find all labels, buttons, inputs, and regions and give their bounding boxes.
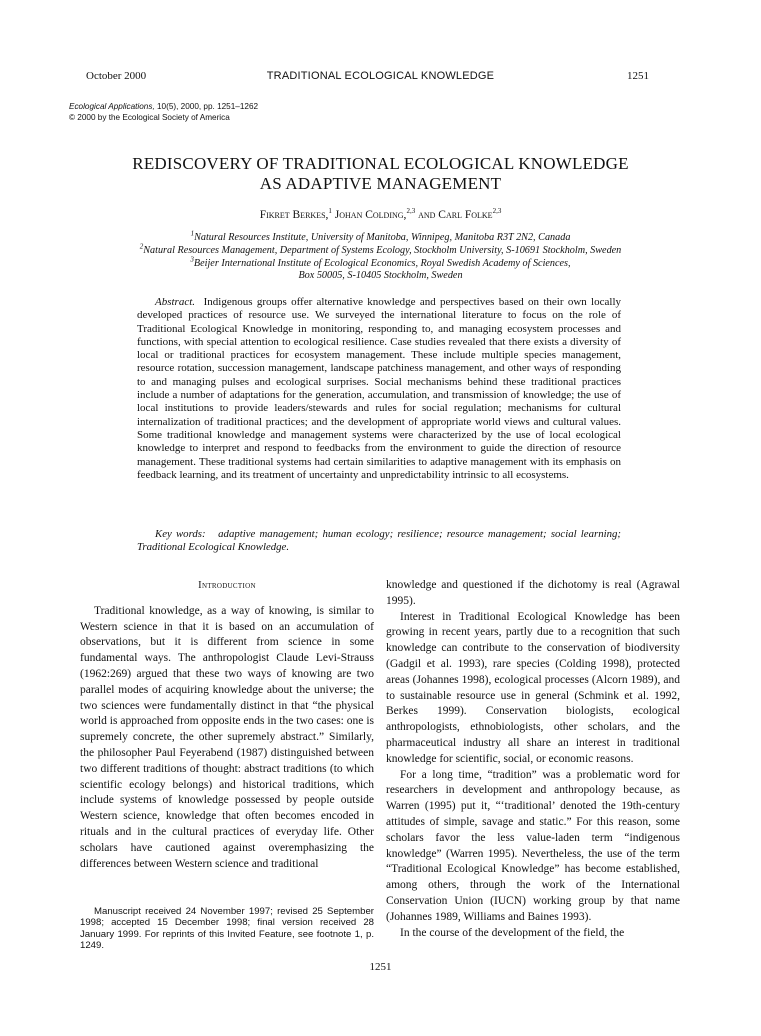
- manuscript-note: Manuscript received 24 November 1997; revised 25 September 1998; accepted 15 December 1998; final version received 28 January 1999. For reprints of this Invited Feature, see footnote 1, p. 1249.: [80, 906, 374, 951]
- affiliation-1-sup: 1: [190, 229, 195, 238]
- journal-citation: [69, 101, 258, 123]
- intro-paragraph-4: In the course of the development of the field, the: [400, 926, 625, 939]
- affiliation-2-sup: 2: [139, 242, 144, 251]
- affiliation-2: [0, 242, 761, 258]
- author-1-sup: 1: [328, 207, 332, 216]
- intro-continuation: knowledge and questioned if the dichotomy is real (Agrawal 1995).: [386, 579, 680, 607]
- right-column: [386, 578, 680, 941]
- article-title: [0, 154, 761, 194]
- affiliations: [0, 229, 761, 283]
- affiliation-1: [0, 229, 761, 245]
- abstract-text: Indigenous groups offer alternative knowledge and perspectives based on their own locally developed practices of resource use. We surveyed the international literature to focus on the role of Traditional Ecological Knowledge in monitoring, responding to, and managing ecosystem processes and functions, with special attention to ecological resilience. Case studies revealed that there exists a diversity of local or traditional practices for ecosystem management. These include multiple species management, resource rotation, succession management, landscape patchiness management, and other ways of responding to and managing pulses and ecological surprises. Social mechanisms behind these traditional practices include a number of adaptations for the generation, accumulation, and transmission of knowledge; the use of local institutions to provide leaders/stewards and rules for social regulation; mechanisms for cultural internalization of traditional practices; and the development of appropriate world views and cultural values. Some traditional knowledge and management systems were characterized by the use of local ecological knowledge to interpret and respond to feedbacks from the environment to guide the direction of resource management. These traditional systems had certain similarities to adaptive management with its emphasis on feedback learning, and its treatment of uncertainty and unpredictability intrinsic to all ecosystems.: [137, 296, 621, 481]
- keywords-label: Key words:: [155, 528, 206, 540]
- author-2-sup: 2,3: [406, 207, 416, 216]
- intro-paragraph-2: Interest in Traditional Ecological Knowledge has been growing in recent years, partly due to a recognition that such knowledge can contribute to the conservation of biodiversity (Gadgil et al. 1993), rare species (Colding 1998), protected areas (Johannes 1998), ecological processes (Alcorn 1989), and to sustainable resource use in general (Schmink et al. 1992, Berkes 1999). Conservation biologists, ecological anthropologists, ethnobiologists, other scholars, and the pharmaceutical industry all share an interest in traditional knowledge for scientific, social, or economic reasons.: [386, 610, 680, 765]
- author-3-sup: 2,3: [492, 207, 502, 216]
- left-column: [80, 578, 374, 872]
- author-1: Fikret Berkes,: [259, 209, 329, 221]
- page-number: 1251: [369, 961, 392, 973]
- affiliation-3: [0, 255, 761, 271]
- affiliation-3-cont: [0, 270, 761, 283]
- title-line-1: REDISCOVERY OF TRADITIONAL ECOLOGICAL KNOWLEDGE: [132, 154, 629, 173]
- running-header-title: TRADITIONAL ECOLOGICAL KNOWLEDGE: [266, 70, 495, 82]
- intro-paragraph-1: Traditional knowledge, as a way of knowing, is similar to Western science in that it is based on an accumulation of observations, but it is different from science in some fundamental ways. The anthropologist Claude Levi-Strauss (1962:269) argued that these two ways of knowing are two parallel modes of acquiring knowledge about the universe; the two sciences were fundamentally distinct in that “the physical world is approached from opposite ends in the two cases: one is supremely concrete, the other supremely abstract.” Similarly, the philosopher Paul Feyerabend (1987) distinguished between two different traditions of thought: abstract traditions (to which scientific ecology belongs) and historical traditions, which include systems of knowledge possessed by people outside Western science, knowledge that often becomes encoded in rituals and in the cultural practices of everyday life. Other scholars have cautioned against overemphasizing the differences between Western science and traditional: [80, 604, 374, 870]
- affiliation-2-text: Natural Resources Management, Department of Systems Ecology, Stockholm University, S-10691 Stockholm, Sweden: [143, 244, 622, 256]
- running-header-date: October 2000: [86, 70, 147, 82]
- journal-volume: 10(5), 2000, pp. 1251–1262: [154, 102, 259, 111]
- affiliation-3-cont-text: Box 50005, S-10405 Stockholm, Sweden: [298, 270, 463, 282]
- abstract: [137, 296, 621, 482]
- author-3: Carl Folke: [438, 209, 493, 221]
- intro-paragraph-3: For a long time, “tradition” was a problematic word for researchers in development and anthropology because, as Warren (1995) put it, “‘traditional’ denoted the 19th-century attitudes of simple, savage and static.” For this reason, some scholars favor the less value-laden term “indigenous knowledge” (Warren 1995). Nevertheless, the use of the term “Traditional Ecological Knowledge” has become established, among others, through the work of the International Conservation Union (IUCN) working group by that name (Johannes 1989, Williams and Baines 1993).: [386, 768, 680, 923]
- keywords: [137, 528, 621, 555]
- keywords-text: adaptive management; human ecology; resilience; resource management; social learning; Traditional Ecological Knowledge.: [137, 528, 621, 554]
- journal-name: Ecological Applications,: [69, 102, 155, 111]
- running-header-page: 1251: [627, 70, 649, 82]
- affiliation-3-text: Beijer International Institute of Ecological Economics, Royal Swedish Academy of Sciences,: [193, 257, 571, 269]
- journal-copyright: © 2000 by the Ecological Society of America: [69, 113, 230, 122]
- affiliation-3-sup: 3: [190, 255, 194, 264]
- manuscript-footnote: [80, 906, 374, 951]
- author-2: Johan Colding,: [334, 209, 407, 221]
- title-line-2: AS ADAPTIVE MANAGEMENT: [259, 174, 502, 193]
- section-heading-introduction: Introduction: [198, 580, 256, 591]
- author-and: and: [418, 209, 436, 221]
- abstract-label: Abstract.: [155, 296, 196, 308]
- affiliation-1-text: Natural Resources Institute, University of Manitoba, Winnipeg, Manitoba R3T 2N2, Canada: [194, 232, 571, 243]
- author-list: [0, 209, 761, 221]
